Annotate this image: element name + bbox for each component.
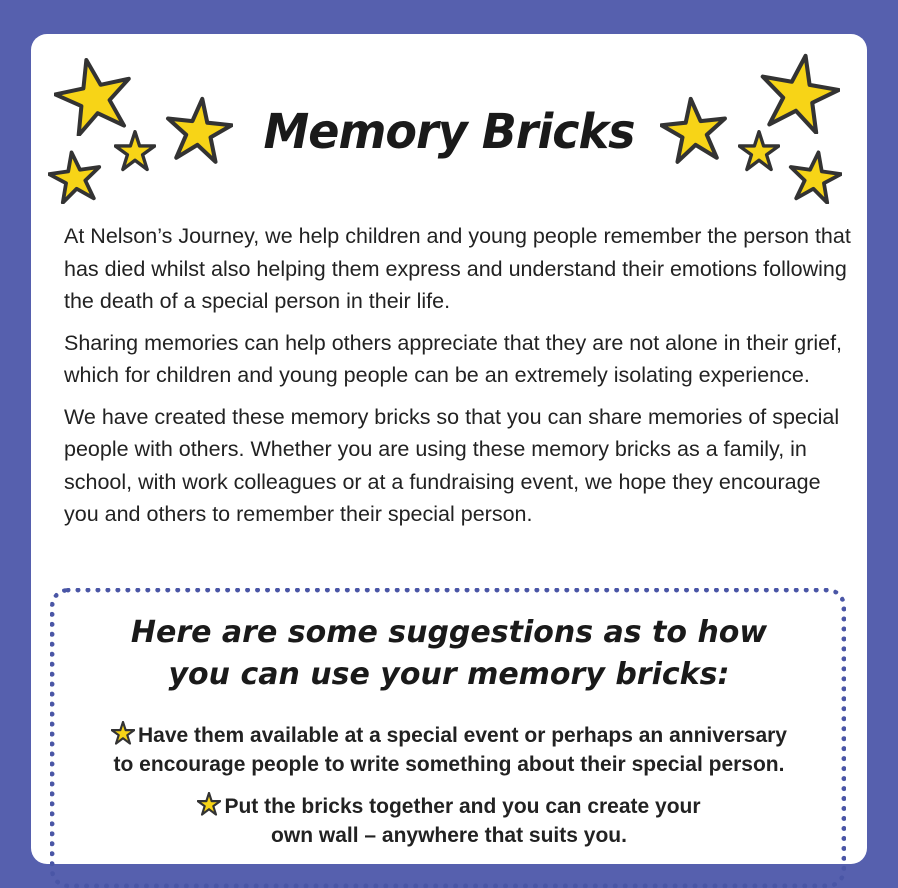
intro-paragraph: Sharing memories can help others appreciate that they are not alone in their grief, which for children and young people can be an extremely isolating experience. xyxy=(64,330,843,387)
intro-paragraph: We have created these memory bricks so that you can share memories of special people with others. Whether you are using these memory bricks as a family, in school, with work colleagues or at a fundraising event, we hope they encourage you and others to remember their special person. xyxy=(64,404,840,526)
suggestion-text: to encourage people to write something about their special person. xyxy=(113,753,785,776)
intro-paragraph: At Nelson’s Journey, we help children and young people remember the person that has died whilst also helping them express and understand their emotions following the death of a special person in their life. xyxy=(64,224,851,313)
suggestions-title-line: you can use your memory bricks: xyxy=(168,657,730,692)
suggestion-item xyxy=(0,792,898,850)
suggestion-text: own wall – anywhere that suits you. xyxy=(271,824,627,847)
page-title: Memory Bricks xyxy=(263,102,635,160)
suggestion-text: Put the bricks together and you can create your xyxy=(224,795,701,818)
star-bullet-icon xyxy=(197,792,221,816)
suggestions-title xyxy=(0,612,898,696)
suggestion-item xyxy=(0,721,898,779)
star-bullet-icon xyxy=(111,721,135,745)
suggestions-title-line: Here are some suggestions as to how xyxy=(130,615,768,650)
intro-text xyxy=(64,220,854,540)
suggestion-text: Have them available at a special event or perhaps an anniversary xyxy=(138,724,787,747)
